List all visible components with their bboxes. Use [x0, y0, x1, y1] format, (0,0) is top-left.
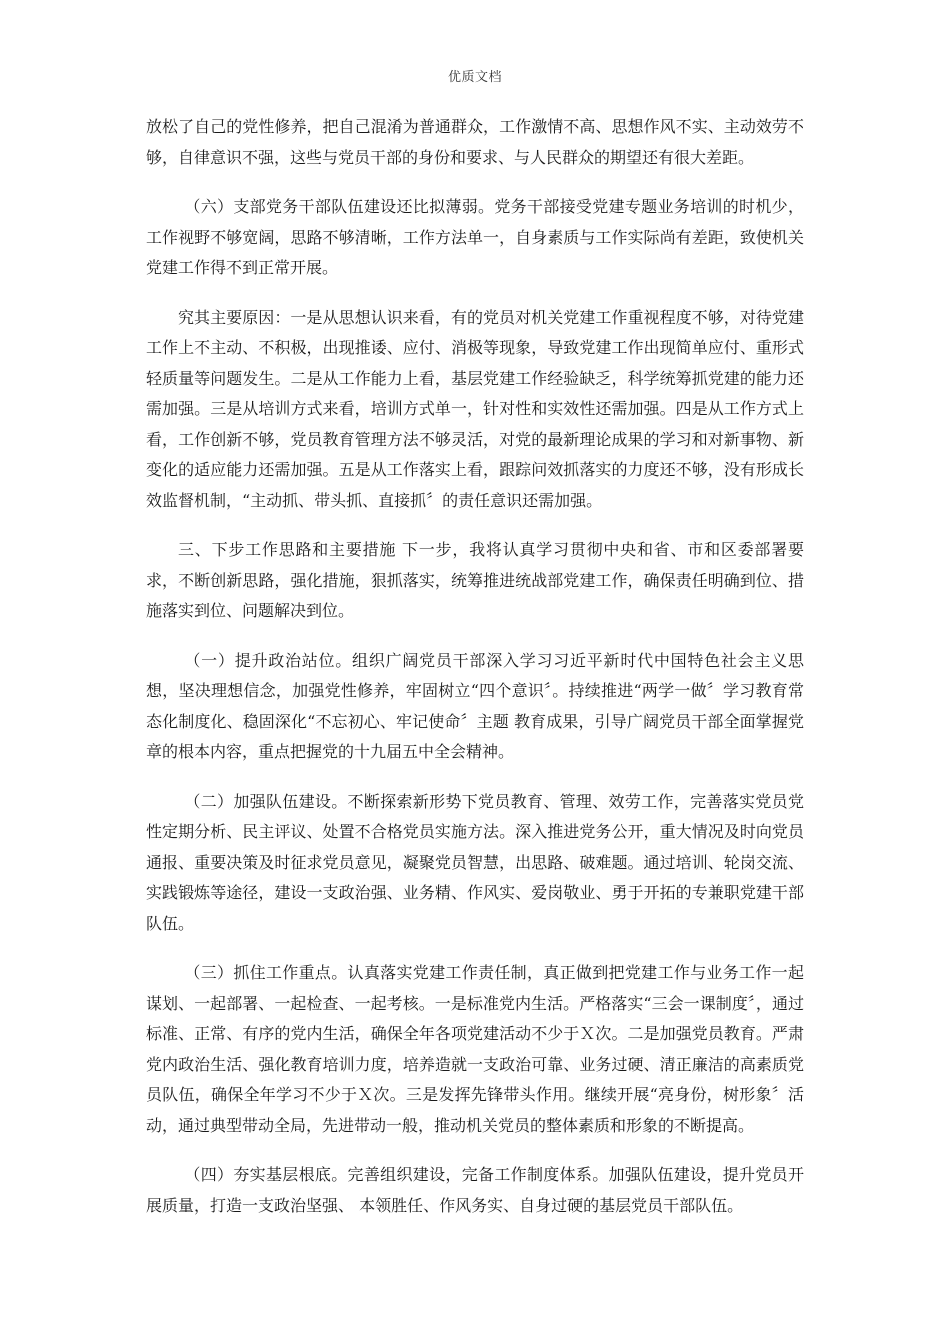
- paragraph-measure-1: （一）提升政治站位。组织广阔党员干部深入学习习近平新时代中国特色社会主义思想，坚决理想信念，加强党性修养，牢固树立“四个意识〞。持续推进“两学一做〞学习教育常态化制度化、稳固深化“不忘初心、牢记使命〞主题 教育成果，引导广阔党员干部全面掌握党章的根本内容，重点把握党的十九届五中全会精神。: [146, 650, 804, 761]
- paragraph-measure-2: （二）加强队伍建设。不断探索新形势下党员教育、管理、效劳工作，完善落实党员党性定期分析、民主评议、处置不合格党员实施方法。深入推进党务公开，重大情况及时向党员通报、重要决策及时征求党员意见，凝聚党员智慧，出思路、破难题。通过培训、轮岗交流、实践锻炼等途径，建设一支政治强、业务精、作风实、爱岗敬业、勇于开拓的专兼职党建干部队伍。: [146, 791, 804, 933]
- paragraph-measure-3: （三）抓住工作重点。认真落实党建工作责任制，真正做到把党建工作与业务工作一起谋划、一起部署、一起检查、一起考核。一是标准党内生活。严格落实“三会一课制度〞，通过标准、正常、有序的党内生活，确保全年各项党建活动不少于Ｘ次。二是加强党员教育。严肃党内政治生活、强化教育培训力度，培养造就一支政治可靠、业务过硬、清正廉洁的高素质党员队伍，确保全年学习不少于Ｘ次。三是发挥先锋带头作用。继续开展“亮身份，树形象〞活动，通过典型带动全局，先进带动一般，推动机关党员的整体素质和形象的不断提高。: [146, 963, 804, 1135]
- paragraph-continuation: 放松了自己的党性修养，把自己混淆为普通群众，工作激情不高、思想作风不实、主动效劳不够，自律意识不强，这些与党员干部的身份和要求、与人民群众的期望还有很大差距。: [146, 117, 804, 167]
- paragraph-next-steps: 三、下步工作思路和主要措施 下一步，我将认真学习贯彻中央和省、市和区委部署要求，不断创新思路，强化措施，狠抓落实，统筹推进统战部党建工作，确保责任明确到位、措施落实到位、问题解决到位。: [146, 540, 804, 620]
- paragraph-section-6: （六）支部党务干部队伍建设还比拟薄弱。党务干部接受党建专题业务培训的时机少，工作视野不够宽阔，思路不够清晰，工作方法单一，自身素质与工作实际尚有差距，致使机关党建工作得不到正常开展。: [146, 197, 804, 277]
- page-header: 优质文档: [447, 70, 502, 85]
- paragraph-measure-4: （四）夯实基层根底。完善组织建设，完备工作制度体系。加强队伍建设，提升党员开展质量，打造一支政治坚强、 本领胜任、作风务实、自身过硬的基层党员干部队伍。: [146, 1165, 804, 1215]
- paragraph-main-causes: 究其主要原因：一是从思想认识来看，有的党员对机关党建工作重视程度不够，对待党建工作上不主动、不积极，出现推诿、应付、消极等现象，导致党建工作出现简单应付、重形式轻质量等问题发生。二是从工作能力上看，基层党建工作经验缺乏，科学统筹抓党建的能力还需加强。三是从培训方式来看，培训方式单一，针对性和实效性还需加强。四是从工作方式上看，工作创新不够，党员教育管理方法不够灵活，对党的最新理论成果的学习和对新事物、新变化的适应能力还需加强。五是从工作落实上看，跟踪问效抓落实的力度还不够，没有形成长效监督机制，“主动抓、带头抓、直接抓〞的责任意识还需加强。: [146, 307, 804, 510]
- document-body: [146, 112, 804, 1240]
